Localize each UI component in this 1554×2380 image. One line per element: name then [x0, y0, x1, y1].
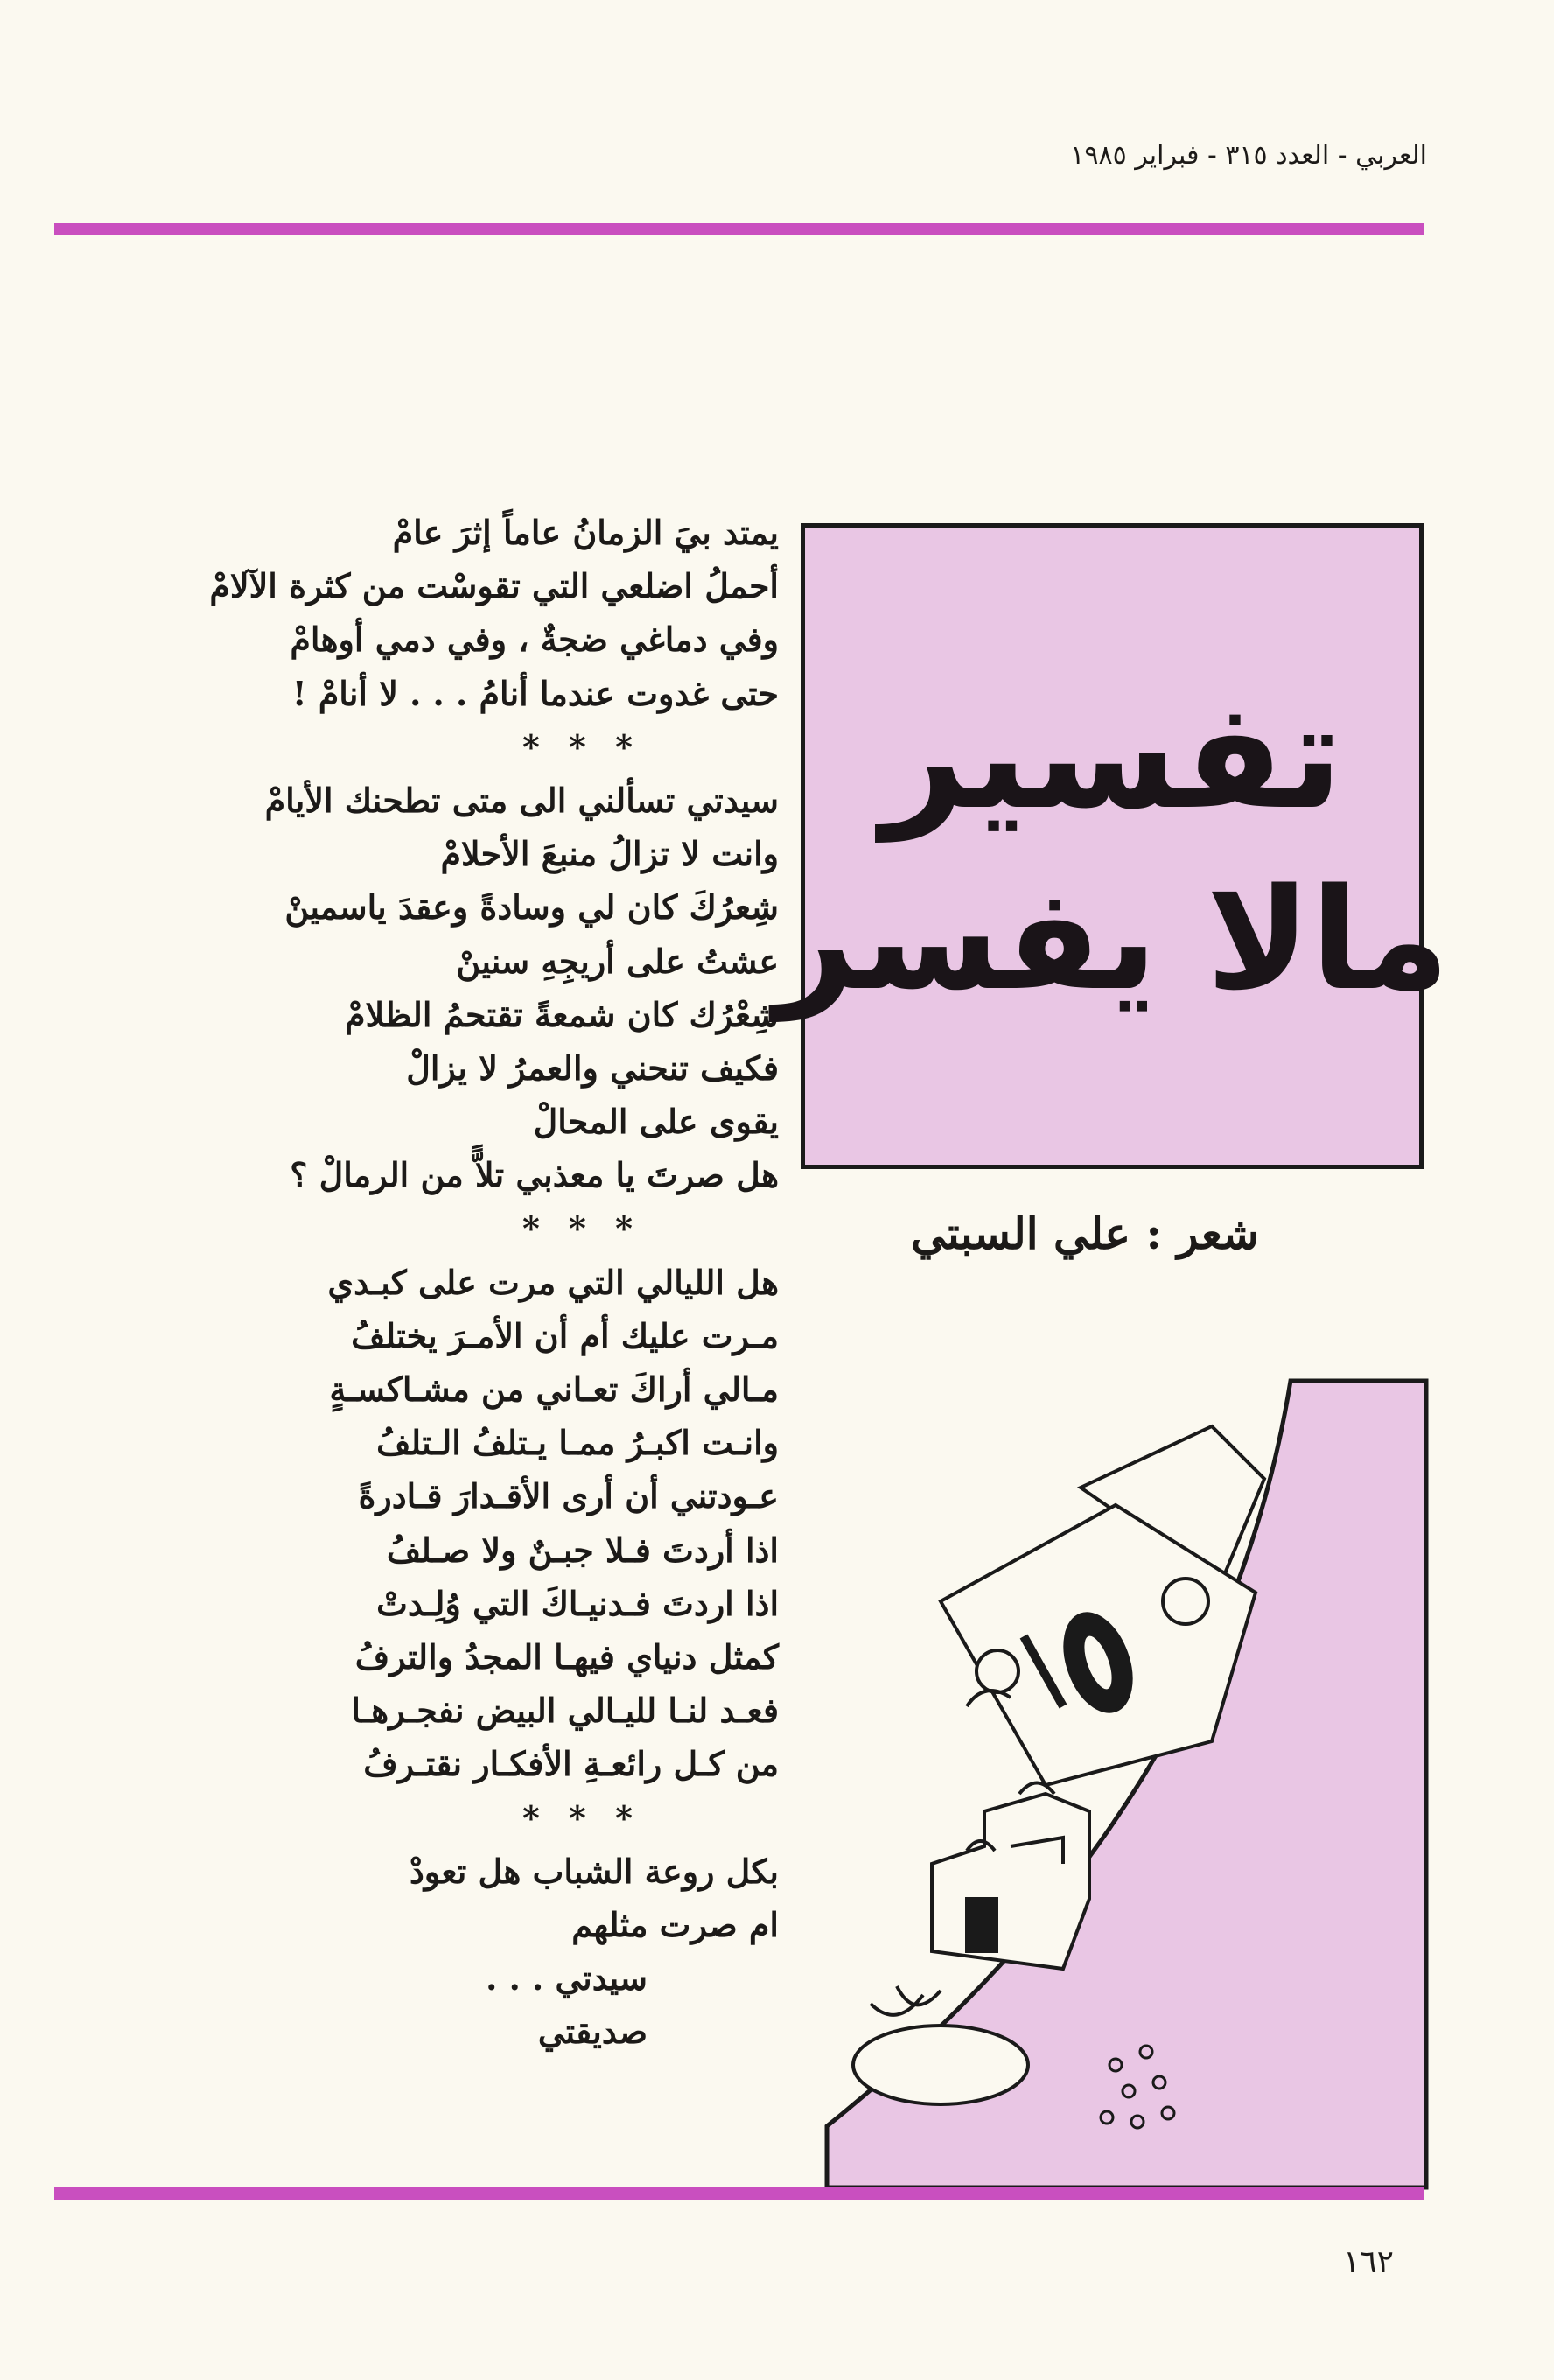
poem-line: شِعرُكَ كان لي وسادةً وعقدَ ياسمينْ [284, 887, 779, 928]
stanza-separator: * * * [522, 726, 642, 766]
poem-line: مـالي أراكَ تعـاني من مشـاكسـةٍ [329, 1369, 779, 1409]
poem-line: اذا اردتَ فـدنيـاكَ التي وُلِـدتْ [376, 1583, 779, 1623]
poem-line: يمتد بيَ الزمانُ عاماً إثرَ عامْ [392, 513, 779, 552]
author-credit: شعر : علي السبتي [911, 1208, 1259, 1259]
poem-line: أحملُ اضلعي التي تقوسْت من كثرة الآلامْ [209, 566, 779, 606]
page-number: ١٦٢ [1343, 2244, 1395, 2280]
poem-line: هل صرتَ يا معذبي تلاًّ من الرمالْ ؟ [290, 1155, 779, 1195]
title-box [774, 523, 1450, 1169]
top-rule [54, 223, 1424, 235]
poem-line: ام صرت مثلهم [571, 1904, 779, 1944]
poem-line: اذا أردتَ فـلا جبـنٌ ولا صـلفُ [386, 1530, 779, 1570]
village-houses [932, 1783, 1089, 1970]
running-head: العربي - العدد ٣١٥ - فبراير ١٩٨٥ [1070, 140, 1427, 171]
poem-line: سيدتي . . . [486, 1958, 648, 1998]
calendar-icon [941, 1426, 1264, 1785]
poem-line: فعـد لنـا لليـالي البيض نفجـرهـا [351, 1690, 779, 1731]
poem-line: فكيف تنحني والعمرُ لا يزالْ [406, 1047, 779, 1088]
poem-title-line-1: تفسير [880, 670, 1344, 843]
stanza-separator: * * * [522, 1797, 642, 1838]
poem-line: كمثل دنياي فيهـا المجدُ والترفُ [354, 1636, 779, 1676]
poem-line: بكل روعة الشباب هل تعودْ [409, 1851, 779, 1891]
poem-line: صديقتي [537, 2012, 648, 2052]
poem-line: حتى غدوت عندما أنامُ . . . لا أنامْ ! [291, 673, 779, 713]
poem-line: سيدتي تسألني الى متى تطحنك الأيامْ [264, 780, 779, 820]
stanza-separator: * * * [522, 1208, 642, 1249]
poem-line: وانـت اكبـرُ ممـا يـتلفُ الـتلفُ [376, 1423, 779, 1463]
poem-line: وفي دماغي ضجةٌ ، وفي دمي أوهامْ [290, 620, 779, 660]
poem-line: يقوى على المحالْ [533, 1102, 779, 1142]
poem-line: هل الليالي التي مرت على كبـدي [327, 1262, 779, 1302]
poem-line: من كـل رائعـةِ الأفكـار نقتـرفُ [363, 1744, 779, 1784]
poem-line: مـرت عليك أم أن الأمـرَ يختلفُ [351, 1315, 779, 1355]
poem-line: شِعْرُك كان شمعةً تقتحمُ الظلامْ [344, 994, 779, 1034]
illustration-calendar-village [801, 1374, 1429, 2192]
poem-title-line-2: مالا يفسر [774, 857, 1450, 1021]
poem-line: عشتُ على أريجِهِ سنينْ [456, 941, 779, 981]
bottom-rule [54, 2188, 1424, 2200]
poem [114, 506, 779, 2058]
poem-line: عـودتني أن أرى الأقـدارَ قـادرةً [358, 1476, 779, 1516]
poem-line: وانت لا تزالُ منبعَ الأحلامْ [440, 834, 779, 874]
